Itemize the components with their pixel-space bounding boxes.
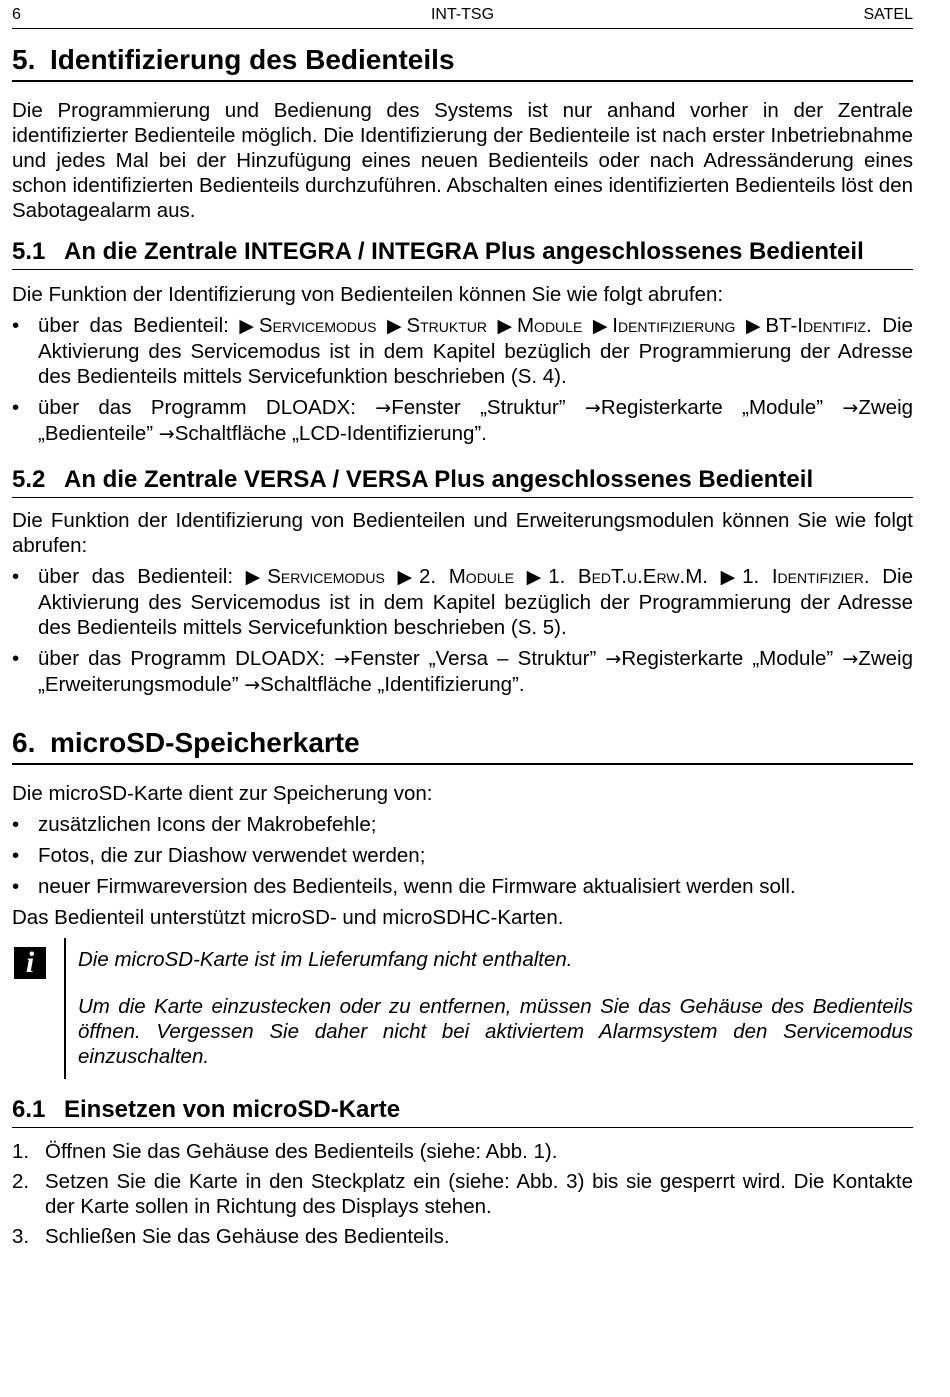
- menu-path-item: Identifizierung: [612, 314, 736, 337]
- list-item: • über das Bedienteil: ▶Servicemodus ▶2. Module ▶1. BedT.u.Erw.M. ▶1. Identifizier. Die Aktivierung des Servicemodus ist in dem Kapitel bezüglich der Programmierung der Adresse des Bedienteils mittels Servicefunktion beschrieben (S. 5).: [12, 564, 913, 640]
- list-item: [12, 1169, 913, 1219]
- triangle-right-icon: ▶: [745, 316, 766, 337]
- triangle-right-icon: ▶: [397, 567, 420, 588]
- menu-path-item: BT-Identifiz.: [765, 314, 872, 337]
- triangle-right-icon: ▶: [720, 567, 743, 588]
- card-support-text: Das Bedienteil unterstützt microSD- und microSDHC-Karten.: [12, 906, 564, 929]
- step-number: 2.: [12, 1170, 30, 1193]
- arrow-right-icon: →: [584, 397, 601, 419]
- section-title: microSD-Speicherkarte: [50, 727, 360, 758]
- triangle-right-icon: ▶: [387, 316, 407, 337]
- arrow-right-icon: →: [842, 648, 859, 670]
- section-title: Identifizierung des Bedienteils: [50, 44, 455, 75]
- section-number: 6.1: [12, 1096, 46, 1123]
- list-item: • über das Bedienteil: ▶Servicemodus ▶Struktur ▶Module ▶Identifizierung ▶BT-Identifiz. Die Aktivierung des Servicemodus ist in dem Kapitel bezüglich der Programmierung der Adresse des Bedienteils mittels Servicefunktion beschrieben (S. 4).: [12, 313, 913, 389]
- note-text: Um die Karte einzustecken oder zu entfernen, müssen Sie das Gehäuse des Bedienteils öffnen. Vergessen Sie daher nicht bei aktiviertem Alarmsystem den Servicemodus einzuschalten.: [78, 995, 913, 1068]
- document-code: INT-TSG: [430, 6, 495, 23]
- list-item: • über das Programm DLOADX: →Fenster „Versa – Struktur” →Registerkarte „Module” →Zweig „Erweiterungsmodule” →Schaltfläche „Identifizierung”.: [12, 646, 913, 698]
- section-number: 5.: [12, 44, 36, 75]
- document-page: [12, 0, 913, 1249]
- section-5-1-list: [12, 313, 913, 447]
- menu-path-item: 1. Identifizier.: [742, 565, 870, 588]
- section-title: An die Zentrale INTEGRA / INTEGRA Plus angeschlossenes Bedienteil: [64, 238, 864, 265]
- info-note: [12, 938, 913, 1079]
- step-text: Schließen Sie das Gehäuse des Bedienteils.: [45, 1225, 450, 1248]
- section-5-1-intro: Die Funktion der Identifizierung von Bedienteilen können Sie wie folgt abrufen:: [12, 283, 724, 306]
- section-6-heading: [12, 726, 913, 765]
- section-6-1-heading: [12, 1095, 913, 1128]
- arrow-right-icon: →: [375, 397, 392, 419]
- triangle-right-icon: ▶: [497, 316, 517, 337]
- section-5-2-intro: Die Funktion der Identifizierung von Bedienteilen und Erweiterungsmodulen können Sie wie folgt abrufen:: [12, 509, 913, 557]
- page-number: 6: [12, 6, 21, 23]
- list-item: • neuer Firmwareversion des Bedienteils, wenn die Firmware aktualisiert werden soll.: [12, 874, 913, 899]
- section-5-2-heading: [12, 465, 913, 498]
- section-6-list: [12, 812, 913, 899]
- section-5-heading: [12, 43, 913, 82]
- list-item: [12, 1139, 913, 1164]
- note-text: Die microSD-Karte ist im Lieferumfang nicht enthalten.: [78, 948, 573, 971]
- triangle-right-icon: ▶: [245, 567, 268, 588]
- list-item: • zusätzlichen Icons der Makrobefehle;: [12, 812, 913, 837]
- menu-path-item: 2. Module: [419, 565, 515, 588]
- triangle-right-icon: ▶: [239, 316, 259, 337]
- step-text: Öffnen Sie das Gehäuse des Bedienteils (siehe: Abb. 1).: [45, 1140, 558, 1163]
- section-number: 5.1: [12, 238, 46, 265]
- list-item: [12, 1224, 913, 1249]
- menu-path-item: Module: [516, 314, 583, 337]
- triangle-right-icon: ▶: [592, 316, 613, 337]
- section-6-intro: Die microSD-Karte dient zur Speicherung von:: [12, 782, 433, 805]
- menu-path-item: 1. BedT.u.Erw.M.: [548, 565, 708, 588]
- section-number: 5.2: [12, 466, 46, 493]
- note-divider: [64, 938, 66, 1079]
- arrow-right-icon: →: [334, 648, 351, 670]
- arrow-right-icon: →: [605, 648, 622, 670]
- brand-name: SATEL: [863, 6, 913, 23]
- section-5-2-list: [12, 564, 913, 698]
- arrow-right-icon: →: [842, 397, 859, 419]
- section-number: 6.: [12, 727, 36, 758]
- section-title: An die Zentrale VERSA / VERSA Plus angeschlossenes Bedienteil: [64, 466, 814, 493]
- menu-path-item: Struktur: [406, 314, 488, 337]
- arrow-right-icon: →: [158, 423, 175, 445]
- step-number: 3.: [12, 1225, 30, 1248]
- list-item: • über das Programm DLOADX: →Fenster „Struktur” →Registerkarte „Module” →Zweig „Bedienteile” →Schaltfläche „LCD-Identifizierung”.: [12, 395, 913, 447]
- section-title: Einsetzen von microSD-Karte: [64, 1096, 401, 1123]
- section-5-1-heading: [12, 237, 913, 270]
- section-5-intro: Die Programmierung und Bedienung des Systems ist nur anhand vorher in der Zentrale identifizierter Bedienteile möglich. Die Identifizierung der Bedienteile ist nach erster Inbetriebnahme und jedes Mal bei der Hinzufügung eines neuen Bedienteils oder nach Adressänderung eines schon identifizierten Bedienteils durchzuführen. Abschalten eines identifizierten Bedienteils löst den Sabotagealarm aus.: [12, 99, 913, 222]
- menu-path-item: Servicemodus: [267, 565, 385, 588]
- page-header: [12, 0, 913, 29]
- triangle-right-icon: ▶: [526, 567, 549, 588]
- step-text: Setzen Sie die Karte in den Steckplatz ein (siehe: Abb. 3) bis sie gesperrt wird. Die Kontakte der Karte sollen in Richtung des Displays stehen.: [45, 1170, 913, 1218]
- step-number: 1.: [12, 1140, 30, 1163]
- menu-path-item: Servicemodus: [258, 314, 377, 337]
- section-6-1-steps: [12, 1139, 913, 1249]
- arrow-right-icon: →: [244, 674, 261, 696]
- info-icon: i: [14, 947, 46, 979]
- list-item: • Fotos, die zur Diashow verwendet werden;: [12, 843, 913, 868]
